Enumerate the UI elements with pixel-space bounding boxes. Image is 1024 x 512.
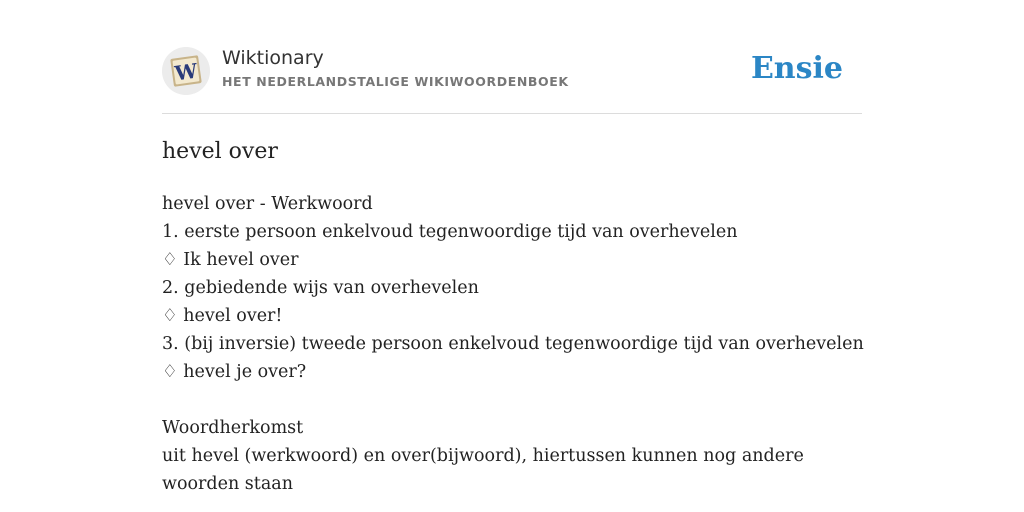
spacer (162, 386, 862, 414)
definition-line: 1. eerste persoon enkelvoud tegenwoordige tijd van overhevelen (162, 222, 738, 242)
example-line: ♢ hevel over! (162, 306, 283, 326)
etymology-text: uit hevel (werkwoord) en over(bijwoord), hiertussen kunnen nog andere woorden staan (162, 446, 804, 494)
site-title[interactable]: Wiktionary (222, 47, 324, 69)
example-line: ♢ Ik hevel over (162, 250, 299, 270)
page-container (162, 0, 864, 494)
site-header (162, 0, 862, 114)
ensie-brand-link[interactable]: Ensie (750, 51, 843, 86)
site-subtitle: HET NEDERLANDSTALIGE WIKIWOORDENBOEK (222, 74, 569, 89)
page-title: hevel over (162, 139, 278, 164)
entry-content (162, 190, 862, 498)
wiktionary-logo-icon[interactable] (162, 47, 210, 95)
example-line: ♢ hevel je over? (162, 362, 307, 382)
definition-line: 3. (bij inversie) tweede persoon enkelvoud tegenwoordige tijd van overhevelen (162, 334, 864, 354)
entry-heading: hevel over - Werkwoord (162, 194, 373, 214)
etymology-heading: Woordherkomst (162, 418, 304, 438)
svg-text:W: W (173, 58, 199, 86)
definition-line: 2. gebiedende wijs van overhevelen (162, 278, 479, 298)
